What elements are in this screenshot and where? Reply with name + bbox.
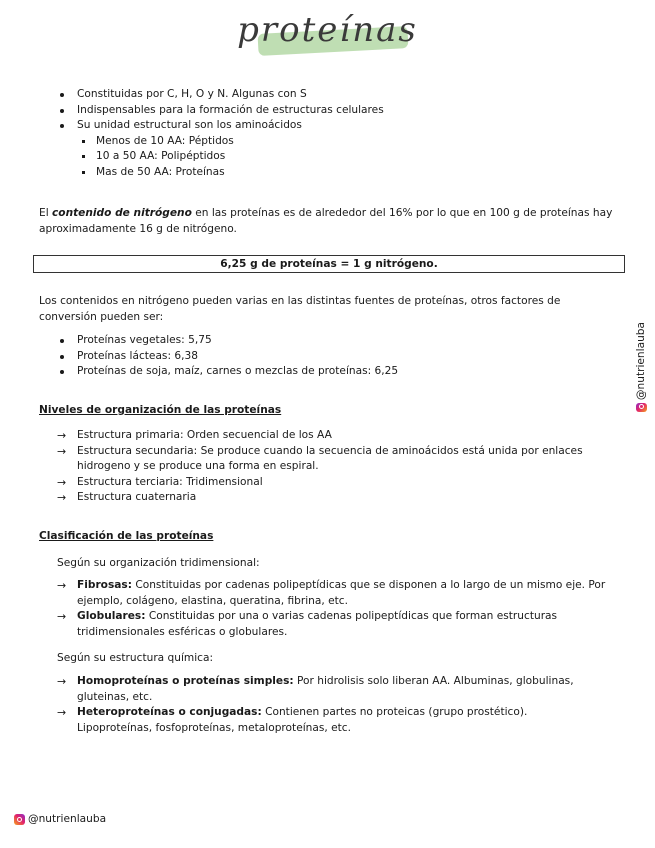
conversion-section	[77, 333, 597, 380]
list-item: Proteínas vegetales: 5,75	[77, 333, 597, 349]
list-item: 10 a 50 AA: Polipéptidos	[96, 149, 597, 165]
chemistry-section	[57, 674, 587, 736]
nitrogen-suffix: en las proteínas es de alrededor del 16% por lo que en 100 g de proteínas hay aproximadamente 16 g de nitrógeno.	[39, 207, 613, 235]
by-chemistry-label: Según su estructura química:	[57, 652, 214, 664]
arrow-icon: →	[57, 610, 67, 623]
list-item: → Globulares: Constituidas por una o varias cadenas polipeptídicas que forman estructuras tridimensionales esféricas o globulares.	[57, 610, 558, 638]
nitrogen-paragraph	[39, 205, 619, 237]
aa-sublist	[96, 134, 597, 181]
levels-section	[57, 428, 617, 506]
list-item: Mas de 50 AA: Proteínas	[96, 165, 597, 181]
list-item: → Estructura terciaria: Tridimensional	[57, 475, 263, 489]
list-item: Su unidad estructural son los aminoácidos	[77, 118, 597, 134]
list-item: → Estructura secundaria: Se produce cuando la secuencia de aminoácidos está unida por enlaces hidrogeno y se produce una forma en espiral.	[57, 444, 583, 472]
formula-box: 6,25 g de proteínas = 1 g nitrógeno.	[33, 255, 625, 273]
levels-heading: Niveles de organización de las proteínas	[39, 404, 282, 416]
arrow-icon: →	[57, 429, 67, 442]
arrow-icon: →	[57, 706, 67, 719]
by-organization-label: Según su organización tridimensional:	[57, 557, 260, 569]
list-item: → Estructura primaria: Orden secuencial de los AA	[57, 429, 332, 442]
chemistry-list	[57, 674, 587, 736]
arrow-icon: →	[57, 475, 67, 489]
list-item: Indispensables para la formación de estructuras celulares	[77, 103, 597, 119]
arrow-icon: →	[57, 675, 67, 688]
list-item: Menos de 10 AA: Péptidos	[96, 134, 597, 150]
list-item: Proteínas lácteas: 6,38	[77, 349, 597, 365]
arrow-icon: →	[57, 579, 67, 592]
list-item: Constituidas por C, H, O y N. Algunas con S	[77, 87, 597, 103]
nitrogen-emphasis: contenido de nitrógeno	[52, 207, 192, 219]
list-item: → Fibrosas: Constituidas por cadenas polipeptídicas que se disponen a lo largo de un mismo eje. Por ejemplo, colágeno, elastina, queratina, fibrina, etc.	[57, 579, 606, 607]
list-item: → Estructura cuaternaria	[57, 491, 197, 504]
instagram-icon	[636, 403, 647, 412]
conversion-list	[77, 333, 597, 380]
nitrogen-prefix: El	[39, 207, 53, 219]
instagram-icon	[14, 814, 25, 825]
organization-section	[57, 578, 622, 640]
intro-list	[77, 87, 597, 134]
arrow-icon: →	[57, 444, 67, 458]
conversion-intro: Los contenidos en nitrógeno pueden varias en las distintas fuentes de proteínas, otros factores de conversión pueden ser:	[39, 295, 561, 323]
arrow-icon: →	[57, 491, 67, 504]
levels-list	[57, 428, 617, 506]
list-item: → Homoproteínas o proteínas simples: Por hidrolisis solo liberan AA. Albuminas, globulinas, gluteinas, etc.	[57, 675, 574, 703]
footer-handle-text: @nutrienlauba	[28, 813, 107, 825]
list-item: Proteínas de soja, maíz, carnes o mezclas de proteínas: 6,25	[77, 364, 597, 380]
side-handle-text: @nutrienlauba	[635, 322, 647, 401]
page-title	[0, 6, 655, 58]
organization-list	[57, 578, 622, 640]
list-item: → Heteroproteínas o conjugadas: Contienen partes no proteicas (grupo prostético). Lipoproteínas, fosfoproteínas, metaloproteínas, etc.	[57, 706, 528, 734]
intro-section	[77, 87, 597, 180]
footer-handle	[14, 813, 106, 825]
title-text: proteínas	[237, 10, 418, 50]
side-handle	[634, 322, 648, 412]
classification-heading: Clasificación de las proteínas	[39, 530, 214, 542]
